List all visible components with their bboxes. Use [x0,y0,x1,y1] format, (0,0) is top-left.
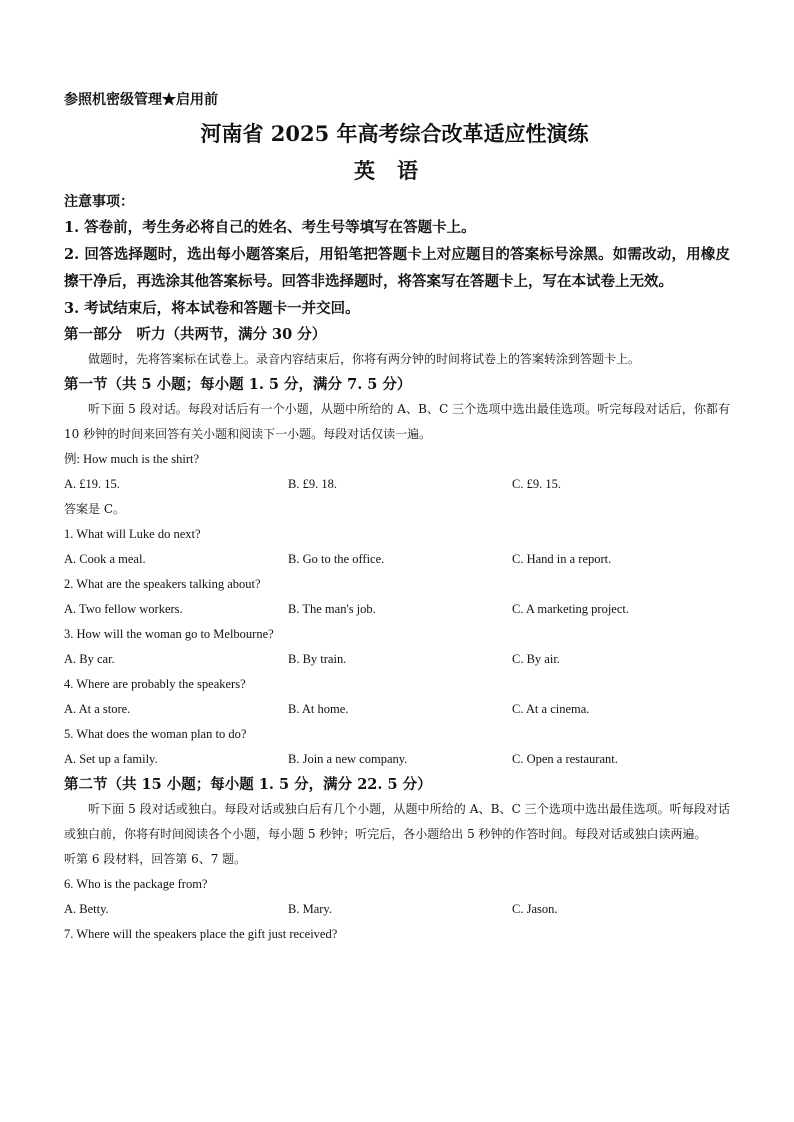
part-instruction: 做题时，先将答案标在试卷上。录音内容结束后，你将有两分钟的时间将试卷上的答案转涂到答题卡上。 [88,352,641,366]
option-c: C. By air. [512,652,560,666]
part-heading: 第一部分 听力（共两节，满分 30 分） [64,326,327,343]
question-options [64,697,730,722]
notice-item: 3. 考试结束后，将本试卷和答题卡一并交回。 [64,300,360,317]
question-text: 6. Who is the package from? [64,877,208,891]
example-answer: 答案是 C。 [64,502,125,516]
question-options [64,647,730,672]
option-b: B. Go to the office. [288,552,385,566]
option-b: B. Mary. [288,902,332,916]
option-a: A. £19. 15. [64,477,120,491]
option-b: B. Join a new company. [288,752,408,766]
question-text: 1. What will Luke do next? [64,527,201,541]
question-options [64,897,730,922]
notice-item: 2. 回答选择题时，选出每小题答案后，用铅笔把答题卡上对应题目的答案标号涂黑。如需改动，用橡皮擦干净后，再选涂其他答案标号。回答非选择题时，将答案写在答题卡上，写在本试卷上无效。 [64,246,730,290]
exam-page [64,88,730,947]
question-options [64,597,730,622]
section-instruction: 听下面 5 段对话或独白。每段对话或独白后有几个小题，从题中所给的 A、B、C 三个选项中选出最佳选项。听每段对话或独白前，你将有时间阅读各个小题，每小题 5 秒钟；听完后，各小题给出 5 秒钟的作答时间。每段对话或独白读两遍。 [64,802,730,841]
option-b: B. By train. [288,652,347,666]
question-text: 2. What are the speakers talking about? [64,577,261,591]
option-a: A. Set up a family. [64,752,158,766]
notice-heading: 注意事项： [64,194,134,210]
option-c: C. £9. 15. [512,477,561,491]
option-c: C. At a cinema. [512,702,590,716]
question-text: 7. Where will the speakers place the gift just received? [64,927,338,941]
question-text: 4. Where are probably the speakers? [64,677,246,691]
section-instruction: 听下面 5 段对话。每段对话后有一个小题，从题中所给的 A、B、C 三个选项中选出最佳选项。听完每段对话后，你都有 10 秒钟的时间来回答有关小题和阅读下一小题。每段对话仅读一遍。 [64,402,730,441]
notice-item: 1. 答卷前，考生务必将自己的姓名、考生号等填写在答题卡上。 [64,219,476,236]
section-heading: 第一节（共 5 小题；每小题 1. 5 分，满分 7. 5 分） [64,376,412,393]
option-b: B. The man's job. [288,602,376,616]
option-c: C. Jason. [512,902,558,916]
question-options [64,547,730,572]
option-c: C. A marketing project. [512,602,629,616]
example-question: 例: How much is the shirt? [64,452,200,466]
option-a: A. Two fellow workers. [64,602,183,616]
example-options [64,472,730,497]
question-text: 3. How will the woman go to Melbourne? [64,627,274,641]
option-c: C. Hand in a report. [512,552,612,566]
option-b: B. At home. [288,702,349,716]
material-note: 听第 6 段材料，回答第 6、7 题。 [64,852,247,866]
option-c: C. Open a restaurant. [512,752,618,766]
option-a: A. At a store. [64,702,131,716]
option-a: A. Cook a meal. [64,552,146,566]
exam-title: 河南省 2025 年高考综合改革适应性演练 [200,121,589,146]
option-a: A. By car. [64,652,115,666]
question-text: 5. What does the woman plan to do? [64,727,247,741]
subject-title: 英语 [354,158,440,183]
question-options [64,747,730,772]
confidentiality-note: 参照机密级管理★启用前 [64,92,218,108]
section-heading: 第二节（共 15 小题；每小题 1. 5 分，满分 22. 5 分） [64,776,432,793]
option-a: A. Betty. [64,902,109,916]
option-b: B. £9. 18. [288,477,337,491]
